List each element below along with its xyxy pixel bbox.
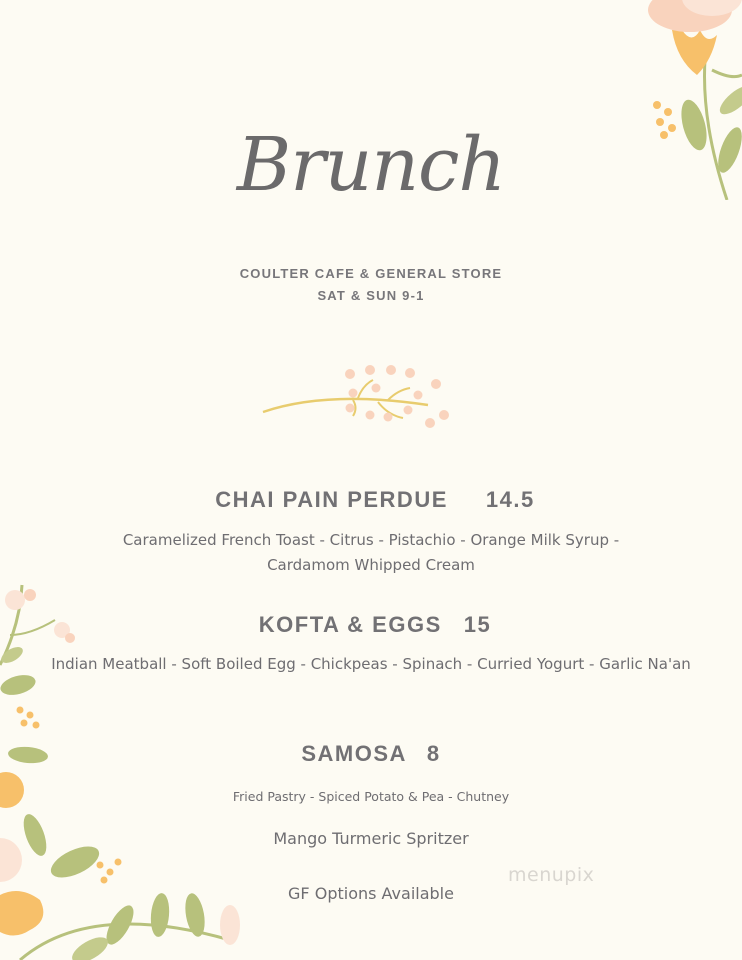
menu-item-heading xyxy=(4,487,742,513)
menu-item-price: 8 xyxy=(426,741,441,766)
floral-corner-bottom-left-icon xyxy=(0,800,260,960)
menu-item-description: Fried Pastry - Spiced Potato & Pea - Chutney xyxy=(232,789,510,804)
menu-item-name: CHAI PAIN PERDUE xyxy=(215,487,448,512)
menu-item-heading xyxy=(4,612,742,638)
gf-options-note: GF Options Available xyxy=(288,884,454,903)
menu-item-price: 15 xyxy=(463,612,492,637)
menu-item-heading xyxy=(0,741,742,767)
menu-item-name: SAMOSA xyxy=(301,741,407,766)
watermark: menupix xyxy=(508,864,595,886)
menu-item-name: KOFTA & EGGS xyxy=(258,612,442,637)
menu-item-description: Caramelized French Toast - Citrus - Pistachio - Orange Milk Syrup - Cardamom Whipped Cream xyxy=(122,531,620,574)
menu-item-price: 14.5 xyxy=(485,487,535,512)
menu-title: Brunch xyxy=(236,122,506,208)
opening-hours: SAT & SUN 9-1 xyxy=(317,288,425,303)
venue-name: COULTER CAFE & GENERAL STORE xyxy=(239,266,503,281)
flower-sprig-icon xyxy=(258,360,458,430)
menu-item-description: Indian Meatball - Soft Boiled Egg - Chickpeas - Spinach - Curried Yogurt - Garlic Na'an xyxy=(51,655,691,673)
drink-special: Mango Turmeric Spritzer xyxy=(273,829,469,848)
